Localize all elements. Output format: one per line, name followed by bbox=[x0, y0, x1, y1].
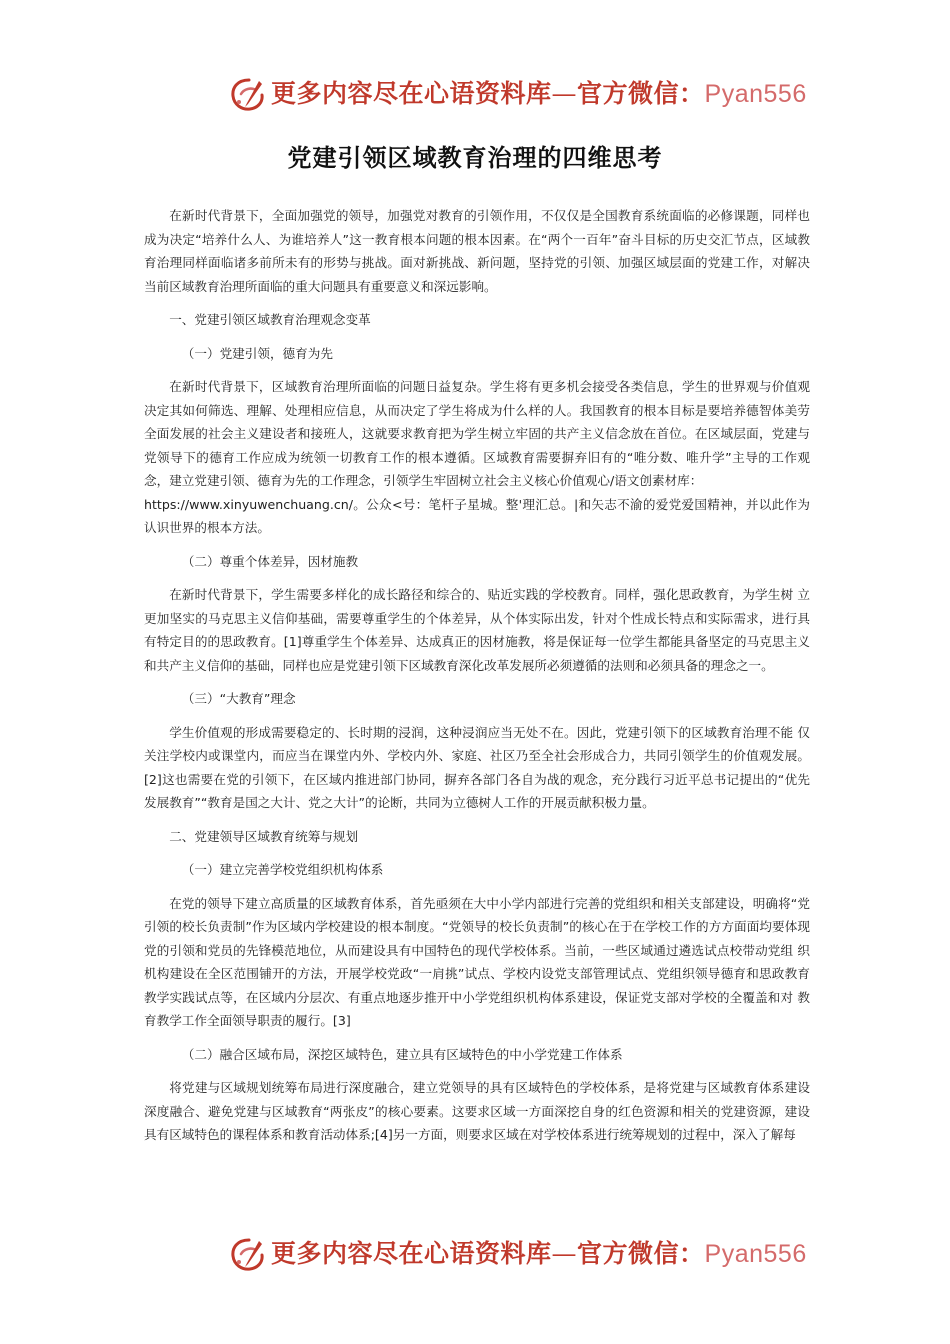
banner-dash: — bbox=[551, 79, 578, 108]
banner-dash: — bbox=[551, 1239, 578, 1268]
document-body bbox=[144, 204, 810, 1157]
intro-paragraph: 在新时代背景下，全面加强党的领导，加强党对教育的引领作用，不仅仅是全国教育系统面临的必修课题，同样也成为决定“培养什么人、为谁培养人”这一教育根本问题的根本因素。在“两个一百年”奋斗目标的历史交汇节点，区域教育治理同样面临诸多前所未有的形势与挑战。面对新挑战、新问题，坚持党的引领、加强区域层面的党建工作，对解决 当前区域教育治理所面临的重大问题具有重要意义和深远影响。 bbox=[144, 208, 810, 294]
subsection-heading-2-2: （二）融合区域布局，深挖区域特色，建立具有区域特色的中小学党建工作体系 bbox=[181, 1046, 623, 1062]
subsection-heading-2-1: （一）建立完善学校党组织机构体系 bbox=[181, 862, 384, 877]
banner-wechat-id: Pyan556 bbox=[704, 1240, 807, 1268]
subsection-heading-1-3: （三）“大教育”理念 bbox=[181, 691, 296, 706]
paragraph-2-1: 在党的领导下建立高质量的区域教育体系，首先亟须在大中小学内部进行完善的党组织和相关支部建设，明确将“党引领的校长负责制”作为区域内学校建设的根本制度。“党领导的校长负责制”的核心在于在学校工作的方方面面均要体现党的引领和党员的先锋模范地位，从而建设具有中国特色的现代学校体系。当前，一些区域通过遴选试点校带动党组 织机构建设在全区范围铺开的方法，开展学校党政“一肩挑”试点、学校内设党支部管理试点、党组织领导德育和思政教育教学实践试点等，在区域内分层次、有重点地逐步推开中小学党组织机构体系建设，保证党支部对学校的全覆盖和对 教育教学工作全面领导职责的履行。[3] bbox=[144, 895, 810, 1028]
section-heading-1: 一、党建引领区域教育治理观念变革 bbox=[169, 312, 371, 327]
section-heading-2: 二、党建领导区域教育统筹与规划 bbox=[169, 828, 359, 844]
paragraph-1-3: 学生价值观的形成需要稳定的、长时期的浸润，这种浸润应当无处不在。因此，党建引领下的区域教育治理不能 仅关注学校内或课堂内，而应当在课堂内外、学校内外、家庭、社区乃至全社会形成合力，共同引领学生的价值观发展。[2]这也需要在党的引领下，在区域内推进部门协同，摒弃各部门各自为战的观念，充分践行习近平总书记提出的“优先 发展教育”“教育是国之大计、党之大计”的论断，共同为立德树人工作的开展贡献积极力量。 bbox=[144, 724, 810, 810]
banner-wechat-id: Pyan556 bbox=[704, 80, 807, 108]
pen-swirl-logo-icon bbox=[229, 1236, 269, 1274]
footer-banner bbox=[0, 1230, 950, 1278]
paragraph-1-2: 在新时代背景下，学生需要多样化的成长路径和综合的、贴近实践的学校教育。同样，强化思政教育，为学生树 立更加坚实的马克思主义信仰基础，需要尊重学生的个体差异，从个体实际出发，针对个性成长特点和实际需求，进行具有特定目的的思政教育。[1]尊重学生个体差异、达成真正的因材施教，将是保证每一位学生都能具备坚定的马克思主义和共产主义信仰的基础，同样也应是党建引领下区域教育深化改革发展所必须遵循的法则和必须具备的理念之一。 bbox=[144, 587, 810, 673]
paragraph-2-2: 将党建与区域规划统筹布局进行深度融合，建立党领导的具有区域特色的学校体系，是将党建与区域教育体系建设深度融合、避免党建与区域教育“两张皮”的核心要素。这要求区域一方面深挖自身的红色资源和相关的党建资源，建设具有区域特色的课程体系和教育活动体系;[4]另一方面，则要求区域在对学校体系进行统筹规划的过程中，深入了解每 bbox=[144, 1080, 810, 1142]
banner-text bbox=[271, 78, 807, 110]
header-banner bbox=[0, 70, 950, 118]
banner-library-name: 更多内容尽在心语资料库 bbox=[271, 1239, 552, 1268]
paragraph-1-1-text: 在新时代背景下，区域教育治理所面临的问题日益复杂。学生将有更多机会接受各类信息，学生的世界观与价值观决定其如何筛选、理解、处理相应信息，从而决定了学生将成为什么样的人。我国教育的根本目标是要培养德智体美劳全面发展的社会主义建设者和接班人，这就要求教育把为学生树立牢固的共产主义信念放在首位。在区域层面，党建与党领导下的德育工作应成为统领一切教育工作的根本遵循。区域教育需要摒弃旧有的“唯分数、唯升学”主导的工作观念，建立党建引领、德育为先的工作理念，引领学生牢固树立社会主义核心价值观心/语文创素材库： bbox=[144, 379, 810, 488]
subsection-heading-1-1: （一）党建引领，德育为先 bbox=[181, 345, 333, 361]
subsection-heading-1-2: （二）尊重个体差异，因材施教 bbox=[181, 553, 359, 569]
banner-library-name: 更多内容尽在心语资料库 bbox=[271, 79, 552, 108]
banner-text bbox=[271, 1238, 807, 1270]
banner-wechat-label: 官方微信： bbox=[577, 1239, 705, 1268]
banner-wechat-label: 官方微信： bbox=[577, 79, 705, 108]
pen-swirl-logo-icon bbox=[229, 76, 269, 114]
document-title: 党建引领区域教育治理的四维思考 bbox=[287, 144, 663, 172]
paragraph-1-1 bbox=[144, 375, 810, 493]
paragraph-1-1-continued: https://www.xinyuwenchuang.cn/。公众<号：笔杆子星城。整'理汇总。|和矢志不渝的爱党爱国精神，并以此作为认识世界的根本方法。 bbox=[144, 496, 810, 535]
